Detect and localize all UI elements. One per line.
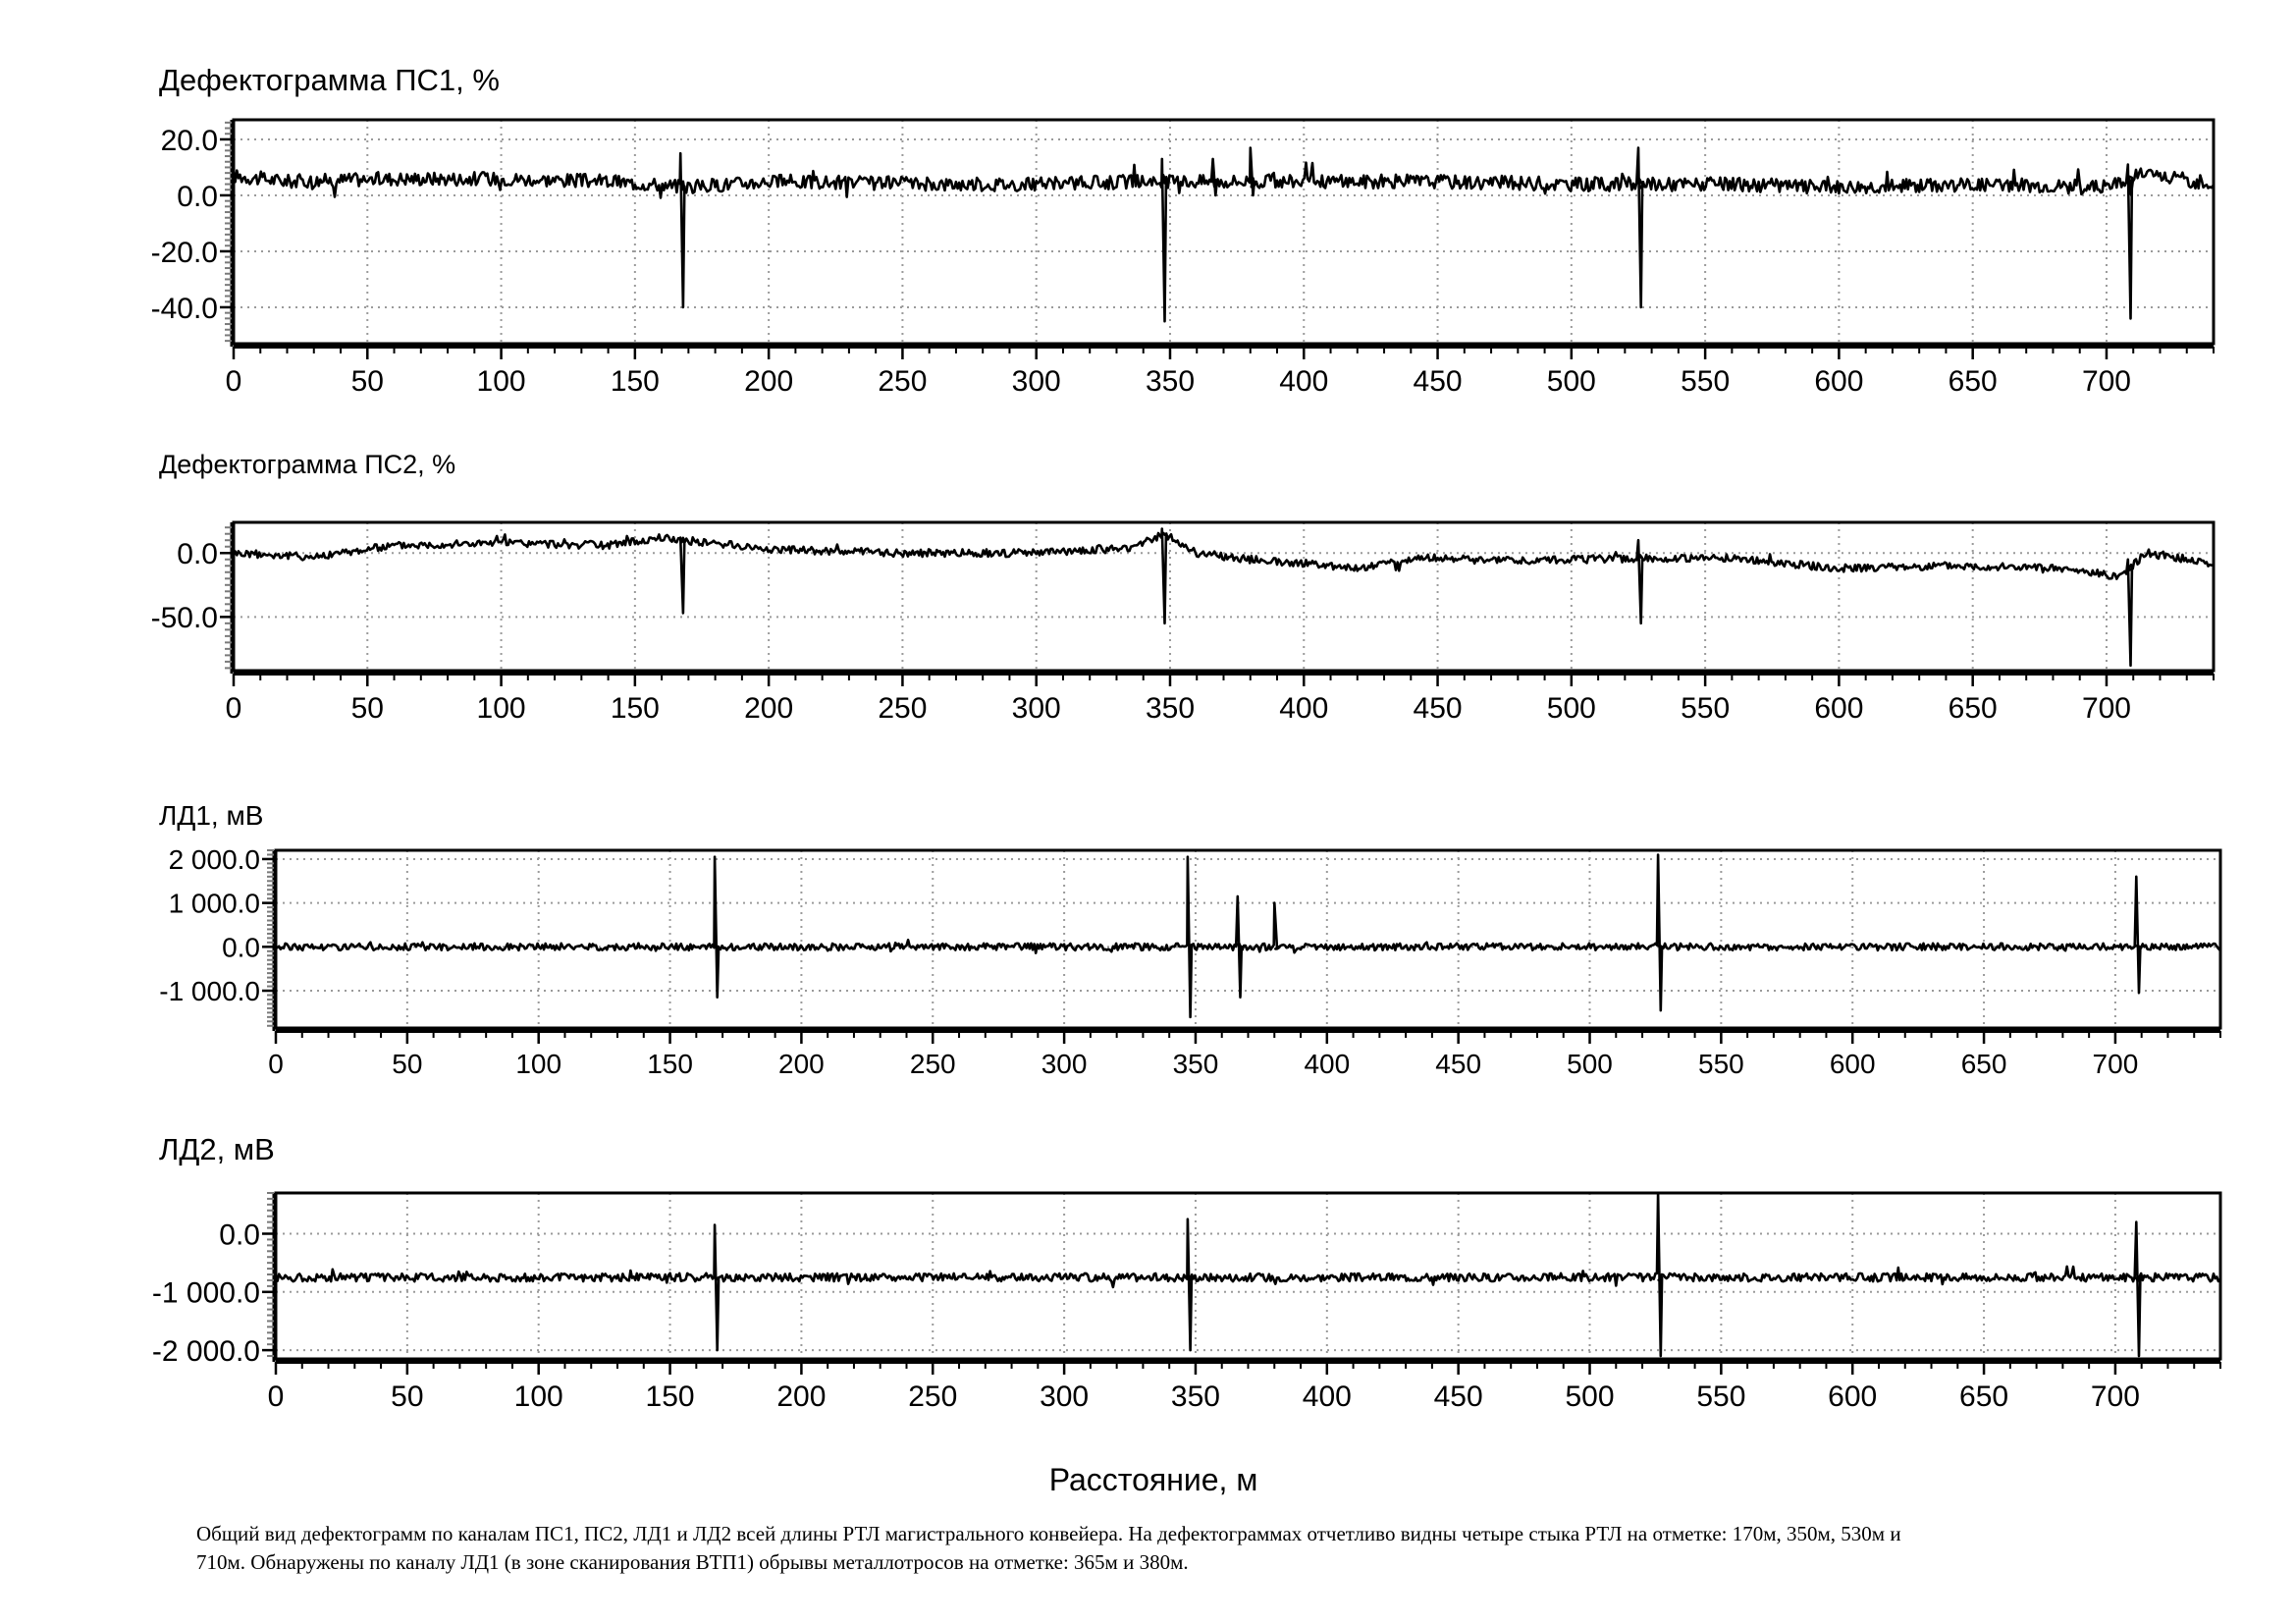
x-tick-label: 400 — [1279, 365, 1329, 398]
x-tick-label: 0 — [225, 692, 242, 725]
series-line-ЛД2 — [276, 1193, 2220, 1356]
caption-line-1: Общий вид дефектограмм по каналам ПС1, ПС2, ЛД1 и ЛД2 всей длины РТЛ магистрального конвейера. На дефектограммах отчетливо видны четыре стыка РТЛ на отметке: 170м, 350м, 530м и — [196, 1522, 1901, 1545]
x-tick-label: 100 — [476, 365, 526, 398]
chart-title: Дефектограмма ПС2, % — [159, 450, 456, 479]
x-tick-label: 200 — [744, 692, 794, 725]
y-tick-label: 0.0 — [177, 180, 218, 213]
y-tick-label: -2 000.0 — [151, 1334, 260, 1368]
y-tick-label: -1 000.0 — [151, 1276, 260, 1310]
x-tick-label: 700 — [2092, 1049, 2139, 1079]
y-tick-label: 1 000.0 — [168, 888, 260, 919]
x-tick-label: 250 — [878, 365, 928, 398]
x-tick-label: 250 — [909, 1049, 956, 1079]
x-tick-label: 200 — [776, 1380, 827, 1413]
x-tick-label: 0 — [267, 1380, 285, 1413]
x-tick-label: 100 — [513, 1380, 563, 1413]
plot-frame — [276, 850, 2220, 1028]
y-tick-label: 0.0 — [222, 932, 260, 963]
x-tick-label: 250 — [908, 1380, 958, 1413]
x-tick-label: 0 — [268, 1049, 284, 1079]
x-tick-label: 200 — [744, 365, 794, 398]
x-tick-label: 350 — [1145, 692, 1196, 725]
x-tick-label: 400 — [1302, 1380, 1352, 1413]
x-tick-label: 300 — [1041, 1049, 1088, 1079]
x-tick-label: 700 — [2081, 692, 2132, 725]
x-tick-label: 650 — [1948, 692, 1998, 725]
x-tick-label: 50 — [392, 1049, 423, 1079]
x-tick-label: 450 — [1413, 692, 1463, 725]
x-tick-label: 650 — [1948, 365, 1998, 398]
x-tick-label: 50 — [350, 365, 384, 398]
x-tick-label: 150 — [645, 1380, 695, 1413]
x-tick-label: 400 — [1279, 692, 1329, 725]
x-tick-label: 350 — [1170, 1380, 1220, 1413]
chart-1 — [151, 63, 2214, 398]
figure-caption — [196, 1520, 2258, 1577]
y-tick-label: 0.0 — [177, 538, 218, 571]
plot-frame — [234, 120, 2214, 344]
x-tick-label: 300 — [1011, 365, 1061, 398]
y-tick-label: -20.0 — [150, 236, 218, 269]
x-tick-label: 500 — [1565, 1380, 1615, 1413]
chart-3 — [159, 800, 2220, 1079]
x-tick-label: 600 — [1814, 692, 1864, 725]
x-tick-label: 300 — [1011, 692, 1061, 725]
x-axis-label: Расстояние, м — [1048, 1462, 1258, 1497]
x-tick-label: 350 — [1145, 365, 1196, 398]
y-tick-label: 2 000.0 — [168, 844, 260, 876]
x-tick-label: 200 — [778, 1049, 825, 1079]
x-tick-label: 550 — [1698, 1049, 1744, 1079]
series-line-ПС1 — [234, 148, 2214, 322]
y-tick-label: 20.0 — [160, 124, 218, 157]
y-tick-label: -40.0 — [150, 292, 218, 325]
chart-title: ЛД2, мВ — [159, 1132, 275, 1166]
x-tick-label: 450 — [1435, 1049, 1482, 1079]
x-tick-label: 100 — [515, 1049, 562, 1079]
x-tick-label: 150 — [610, 692, 660, 725]
x-tick-label: 700 — [2081, 365, 2132, 398]
x-tick-label: 550 — [1681, 365, 1731, 398]
x-tick-label: 50 — [391, 1380, 424, 1413]
x-tick-label: 250 — [878, 692, 928, 725]
x-tick-label: 150 — [647, 1049, 693, 1079]
series-line-ЛД1 — [276, 855, 2220, 1017]
x-tick-label: 600 — [1829, 1049, 1876, 1079]
x-tick-label: 500 — [1567, 1049, 1613, 1079]
x-tick-label: 600 — [1814, 365, 1864, 398]
chart-title: ЛД1, мВ — [159, 800, 264, 831]
x-tick-label: 100 — [476, 692, 526, 725]
x-tick-label: 450 — [1433, 1380, 1483, 1413]
x-tick-label: 50 — [350, 692, 384, 725]
chart-2 — [151, 450, 2214, 725]
x-tick-label: 500 — [1546, 692, 1596, 725]
x-tick-label: 350 — [1172, 1049, 1219, 1079]
chart-4 — [152, 1132, 2220, 1413]
chart-title: Дефектограмма ПС1, % — [159, 63, 500, 97]
y-tick-label: 0.0 — [219, 1218, 260, 1252]
x-tick-label: 400 — [1304, 1049, 1351, 1079]
series-line-ПС2 — [234, 529, 2214, 666]
x-tick-label: 150 — [610, 365, 660, 398]
x-tick-label: 700 — [2090, 1380, 2140, 1413]
x-tick-label: 450 — [1413, 365, 1463, 398]
x-tick-label: 550 — [1681, 692, 1731, 725]
x-tick-label: 650 — [1960, 1049, 2007, 1079]
x-tick-label: 600 — [1828, 1380, 1878, 1413]
x-tick-label: 0 — [225, 365, 242, 398]
x-tick-label: 500 — [1546, 365, 1596, 398]
y-tick-label: -50.0 — [150, 602, 218, 635]
x-tick-label: 550 — [1696, 1380, 1746, 1413]
x-tick-label: 300 — [1040, 1380, 1090, 1413]
y-tick-label: -1 000.0 — [159, 976, 260, 1007]
caption-line-2: 710м. Обнаружены по каналу ЛД1 (в зоне сканирования ВТП1) обрывы металлотросов на отметке: 365м и 380м. — [196, 1550, 1189, 1574]
x-tick-label: 650 — [1959, 1380, 2009, 1413]
